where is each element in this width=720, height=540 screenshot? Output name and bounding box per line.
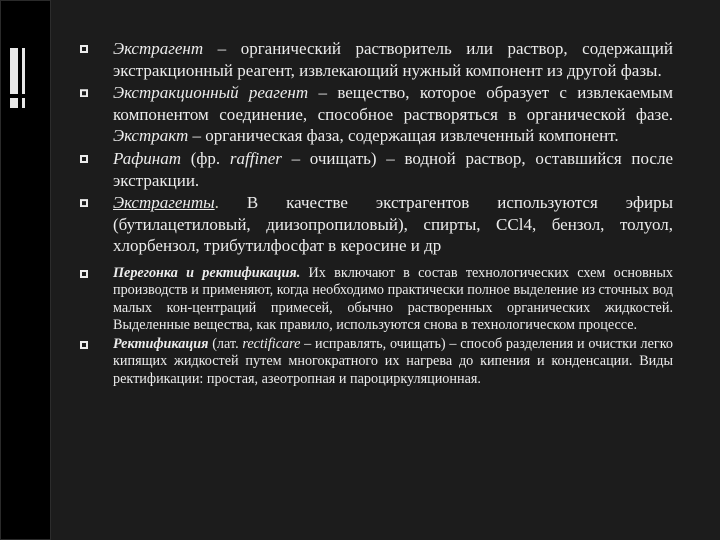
definition: (фр. (181, 148, 230, 168)
term: rectificare (242, 335, 301, 352)
definition: В качестве экстрагентов используются эфиры (бутилацетиловый, диизопропиловый), спирты, CCl4, бензол, толуол, хлорбензол, трибутилфосфат в керосине и др (113, 193, 673, 256)
square-bullet-icon (80, 89, 89, 98)
square-bullet-icon (80, 199, 89, 208)
decor-bar (10, 48, 18, 94)
list-item (80, 82, 673, 147)
term: Перегонка и ректификация (113, 264, 297, 281)
term: Экстрагенты (113, 193, 215, 213)
definition: – вещество, которое образует с извлекаемым компонентом соединение, способное растворяться в органической фазе. (113, 83, 673, 124)
decor-bar (22, 98, 25, 108)
slide-body (80, 38, 673, 389)
definition: Их включают в состав технологических схем основных производств и применяют, когда необходимо практически полное выделение из сточных вод малых кон-центраций примесей, обычно растворенных органических жидкостей. Выделенные вещества, как правило, используются снова в технологическом процессе. (113, 264, 673, 334)
term: Ректификация (113, 335, 209, 352)
definition: – органический растворитель или раствор, содержащий экстракционный реагент, извлекающий нужный компонент из другой фазы. (113, 39, 673, 80)
list-item (80, 38, 673, 81)
list-item (80, 148, 673, 191)
term: Экстракт (113, 126, 189, 146)
list-item (80, 192, 673, 257)
decor-bar (22, 48, 25, 94)
definition: – очищать) – водной раствор, оставшийся после экстракции. (113, 148, 673, 190)
square-bullet-icon (80, 45, 89, 54)
term: raffiner (229, 148, 282, 168)
square-bullet-icon (80, 155, 89, 164)
term-dot: . (214, 193, 219, 213)
decor-bar (10, 98, 18, 108)
list-item (80, 265, 673, 335)
list-item (80, 336, 673, 389)
term-dot: . (296, 264, 301, 281)
square-bullet-icon (80, 270, 89, 279)
term: Экстрагент (113, 39, 204, 58)
square-bullet-icon (80, 341, 89, 350)
term: Экстракционный реагент (113, 83, 309, 103)
definition: – исправлять, очищать) – способ разделения и очистки легко кипящих жидкостей путем многократного их нагрева до кипения и конденсации. Виды ректификации: простая, азеотропная и пароциркуляционная. (113, 335, 673, 387)
definition: – органическая фаза, содержащая извлеченный компонент. (188, 126, 619, 146)
definition: (лат. (208, 335, 243, 352)
term: Рафинат (113, 148, 182, 168)
